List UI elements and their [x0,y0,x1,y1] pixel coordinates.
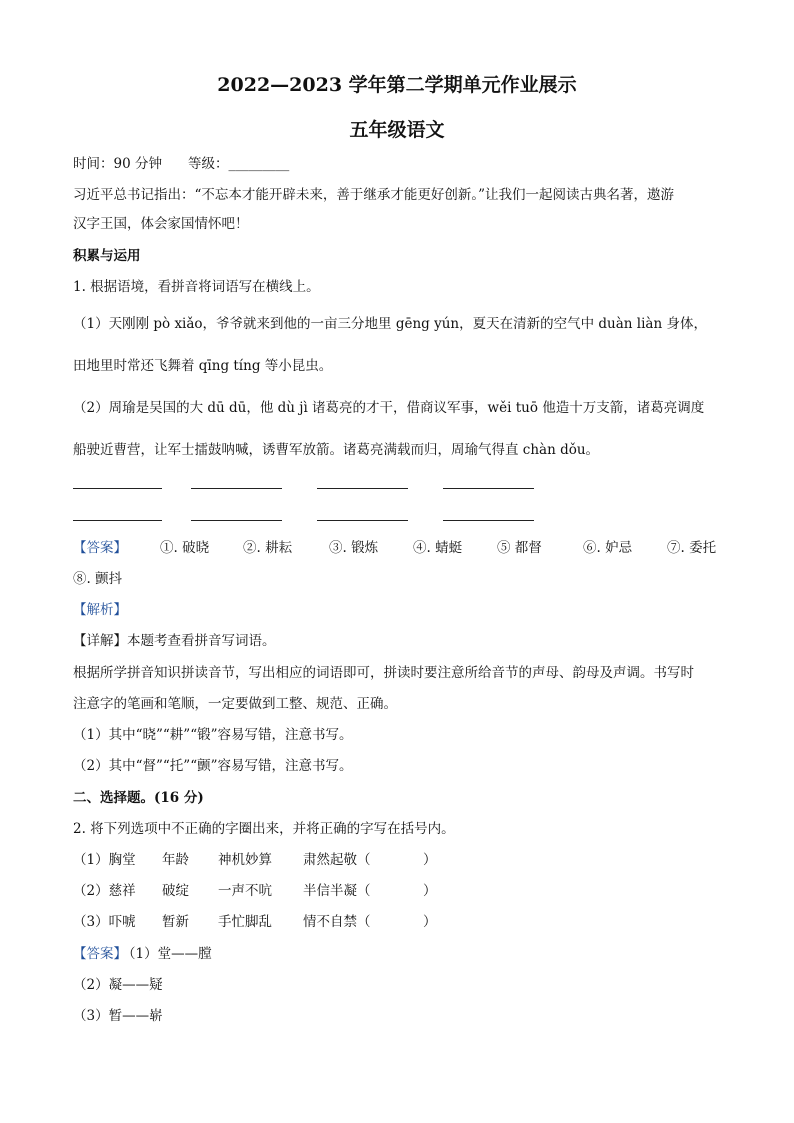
answer-item: ①. 破晓 [160,540,210,556]
answer-item: ⑥. 妒忌 [583,540,633,556]
analysis-body-line1: 根据所学拼音知识拼读音节，写出相应的词语即可，拼读时要注意所给音节的声母、韵母及声调。书写时 [73,665,694,681]
intro-line-1: 习近平总书记指出：“不忘本才能开辟未来，善于继承才能更好创新。”让我们一起阅读古典名著，遨游 [73,187,675,203]
analysis-label: 【解析】 [73,602,127,618]
question-1-part2-line1: （2）周瑜是吴国的大 dū dū，他 dù jì 诸葛亮的才干，借商议军事，wěi tuō 他造十万支箭，诸葛亮调度 [73,400,705,416]
q2-row-1-word-4: 肃然起敬（ [303,852,371,868]
q2-row-2-word-1: （2）慈祥 [73,883,136,899]
q2-row-3-word-2: 暂新 [162,914,189,930]
answer-item: ⑧. 颤抖 [73,571,123,587]
intro-line-2: 汉字王国，体会家国情怀吧！ [73,216,249,232]
question-2-stem: 2. 将下列选项中不正确的字圈出来，并将正确的字写在括号内。 [73,821,455,837]
question-1-part2-line2: 船驶近曹营，让军士擂鼓呐喊，诱曹军放箭。诸葛亮满载而归，周瑜气得直 chàn dǒu。 [73,442,600,458]
q2-row-2-paren-close: ） [423,883,437,899]
answer-blank[interactable] [443,488,534,489]
answer-blank[interactable] [443,520,534,521]
section-heading-accumulation: 积累与运用 [73,248,141,264]
page-subtitle: 五年级语文 [349,119,445,141]
q2-row-2-word-4: 半信半凝（ [303,883,371,899]
answer-2-item-2: （2）凝——疑 [73,977,163,993]
answer-item: ③. 锻炼 [329,540,379,556]
q2-row-3-word-1: （3）吓唬 [73,914,136,930]
q2-row-3-word-3: 手忙脚乱 [218,914,272,930]
answer-2-item-3: （3）暂——崭 [73,1008,163,1024]
answer-blank[interactable] [317,488,408,489]
section-heading-choice: 二、选择题。(16 分) [73,790,204,806]
question-1-part1-line1: （1）天刚刚 pò xiǎo，爷爷就来到他的一亩三分地里 gēng yún，夏天在清新的空气中 duàn liàn 身体， [73,316,707,332]
question-1-stem: 1. 根据语境，看拼音将词语写在横线上。 [73,279,320,295]
answer-2-item-1: （1）堂——膛 [122,946,212,962]
q2-row-2-word-3: 一声不吭 [218,883,272,899]
page-title: 2022—2023 学年第二学期单元作业展示 [217,74,577,96]
meta-grade: 等级：_________ [188,156,290,172]
analysis-body-line2: 注意字的笔画和笔顺，一定要做到工整、规范、正确。 [73,696,397,712]
analysis-detail: 【详解】本题考查看拼音写词语。 [73,633,276,649]
q2-row-1-paren-close: ） [423,852,437,868]
answer-blank[interactable] [191,488,282,489]
answer-item: ⑤ 都督 [497,540,542,556]
answer-item: ⑦. 委托 [667,540,717,556]
q2-row-3-paren-close: ） [423,914,437,930]
answer-label: 【答案】 [73,540,127,556]
q2-row-1-word-2: 年龄 [162,852,189,868]
answer-label: 【答案】 [73,946,127,962]
q2-row-1-word-3: 神机妙算 [218,852,272,868]
answer-blank[interactable] [73,488,162,489]
q2-row-2-word-2: 破绽 [162,883,189,899]
meta-time: 时间：90 分钟 [73,156,162,172]
analysis-note-2: （2）其中“督”“托”“颤”容易写错，注意书写。 [73,758,353,774]
analysis-note-1: （1）其中“晓”“耕”“锻”容易写错，注意书写。 [73,727,353,743]
question-1-part1-line2: 田地里时常还飞舞着 qīng tíng 等小昆虫。 [73,358,333,374]
q2-row-3-word-4: 情不自禁（ [303,914,371,930]
answer-blank[interactable] [73,520,162,521]
answer-blank[interactable] [317,520,408,521]
q2-row-1-word-1: （1）胸堂 [73,852,136,868]
answer-item: ②. 耕耘 [243,540,293,556]
answer-item: ④. 蜻蜓 [413,540,463,556]
answer-blank[interactable] [191,520,282,521]
